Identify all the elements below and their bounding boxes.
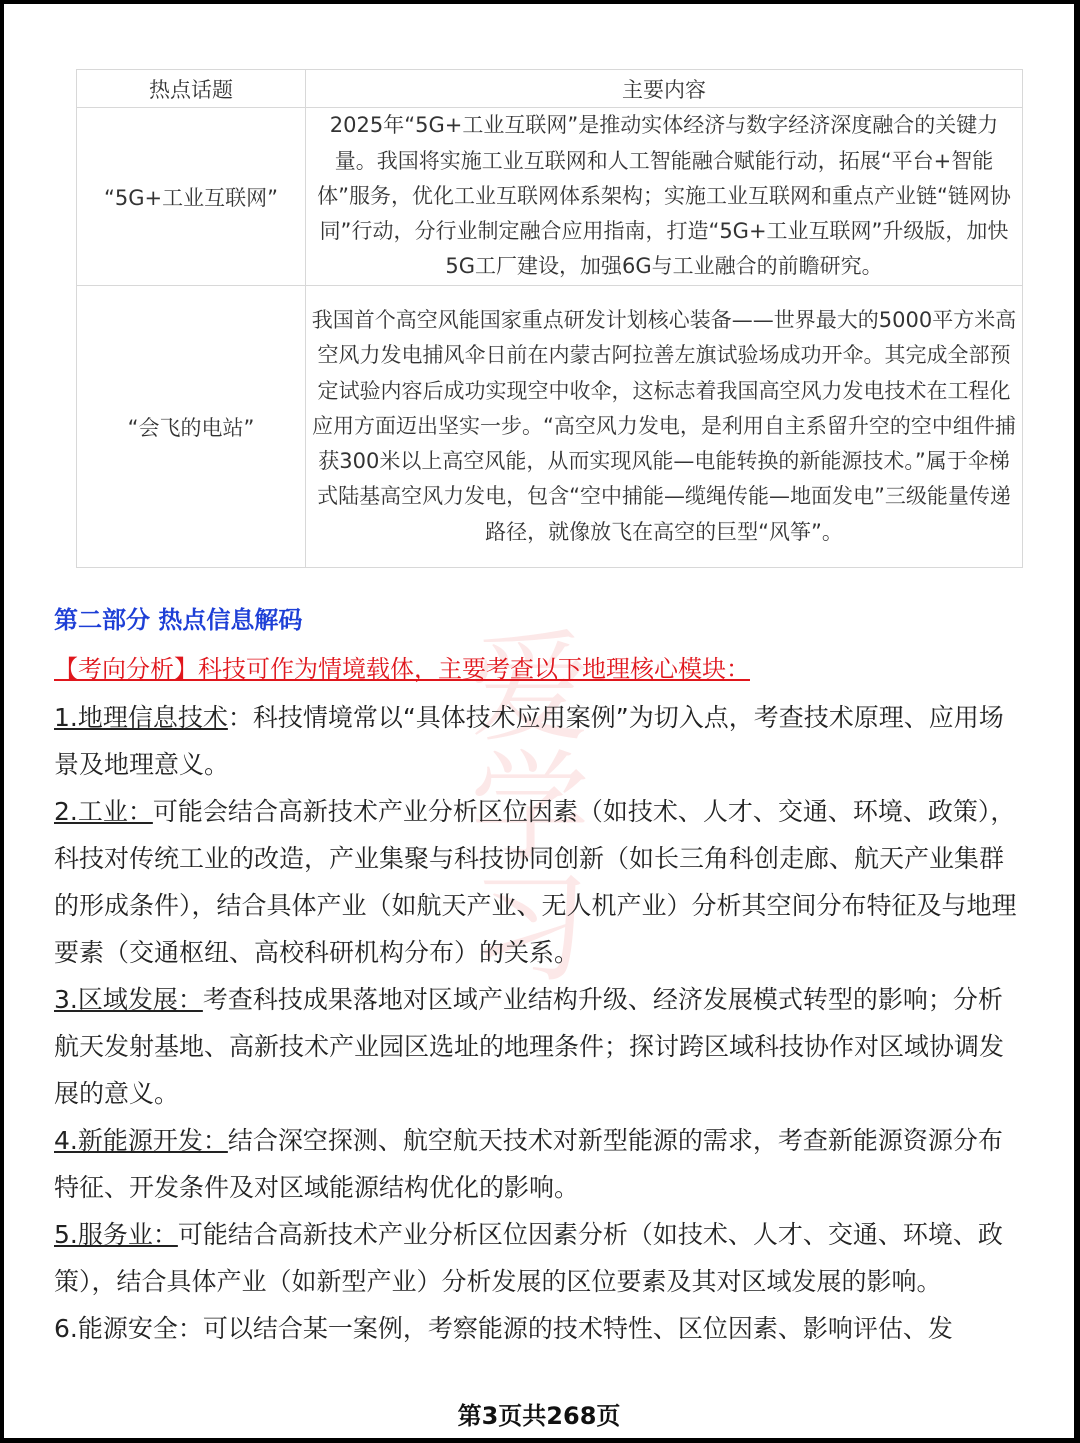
list-item: [54, 1211, 1024, 1305]
table-header-row: [77, 70, 1023, 108]
analysis-heading: [54, 649, 1024, 689]
header-content: 主要内容: [306, 70, 1023, 108]
item-text: ：科技情境常以“具体技术应用案例”为切入点，考查技术原理、应用场景及地理意义。: [54, 703, 1004, 779]
table-row: [77, 108, 1023, 286]
item-label: 1.地理信息技术: [54, 703, 228, 732]
item-label: 4.新能源开发：: [54, 1126, 228, 1155]
item-text: 可能结合高新技术产业分析区位因素分析（如技术、人才、交通、环境、政策），结合具体产业（如新型产业）分析发展的区位要素及其对区域发展的影响。: [54, 1220, 1003, 1296]
analysis-text: 【考向分析】科技可作为情境载体，主要考查以下地理核心模块：: [54, 655, 750, 683]
module-list: [54, 694, 1024, 1352]
item-text: 可能会结合高新技术产业分析区位因素（如技术、人才、交通、环境、政策），科技对传统工业的改造，产业集聚与科技协同创新（如长三角科创走廊、航天产业集群的形成条件），结合具体产业（如航天产业、无人机产业）分析其空间分布特征及与地理要素（交通枢纽、高校科研机构分布）的关系。: [54, 797, 1017, 967]
page-number: 第3页共268页: [457, 1402, 621, 1430]
list-item: [54, 976, 1024, 1117]
item-text: 考查科技成果落地对区域产业结构升级、经济发展模式转型的影响；分析航天发射基地、高新技术产业园区选址的地理条件；探讨跨区域科技协作对区域协调发展的意义。: [54, 985, 1005, 1108]
section-title: 第二部分 热点信息解码: [54, 606, 303, 634]
header-topic: 热点话题: [77, 70, 306, 108]
list-item: [54, 1305, 1024, 1352]
list-item: [54, 788, 1024, 976]
content-cell: 2025年“5G+工业互联网”是推动实体经济与数字经济深度融合的关键力量。我国将实施工业互联网和人工智能融合赋能行动，拓展“平台+智能体”服务，优化工业互联网体系架构；实施工业互联网和重点产业链“链网协同”行动，分行业制定融合应用指南，打造“5G+工业互联网”升级版，加快5G工厂建设，加强6G与工业融合的前瞻研究。: [306, 108, 1023, 286]
content-cell: 我国首个高空风能国家重点研发计划核心装备——世界最大的5000平方米高空风力发电捕风伞日前在内蒙古阿拉善左旗试验场成功开伞。其完成全部预定试验内容后成功实现空中收伞，这标志着我国高空风力发电技术在工程化应用方面迈出坚实一步。“高空风力发电，是利用自主系留升空的空中组件捕获300米以上高空风能，从而实现风能—电能转换的新能源技术。”属于伞梯式陆基高空风力发电，包含“空中捕能—缆绳传能—地面发电”三级能量传递路径，就像放飞在高空的巨型“风筝”。: [306, 286, 1023, 568]
topic-cell: “会飞的电站”: [77, 286, 306, 568]
topic-cell: “5G+工业互联网”: [77, 108, 306, 286]
item-label: 6.能源安全: [54, 1314, 178, 1343]
item-label: 3.区域发展：: [54, 985, 203, 1014]
list-item: [54, 694, 1024, 788]
watermark: 爱学习: [450, 624, 589, 984]
hot-topics-table: [76, 69, 1023, 568]
list-item: [54, 1117, 1024, 1211]
item-label: 2.工业：: [54, 797, 153, 826]
item-text: 结合深空探测、航空航天技术对新型能源的需求，考查新能源资源分布特征、开发条件及对区域能源结构优化的影响。: [54, 1126, 1003, 1202]
document-page: [4, 4, 1074, 1438]
item-text: ：可以结合某一案例，考察能源的技术特性、区位因素、影响评估、发: [177, 1314, 953, 1343]
table-row: [77, 286, 1023, 568]
item-label: 5.服务业：: [54, 1220, 178, 1249]
